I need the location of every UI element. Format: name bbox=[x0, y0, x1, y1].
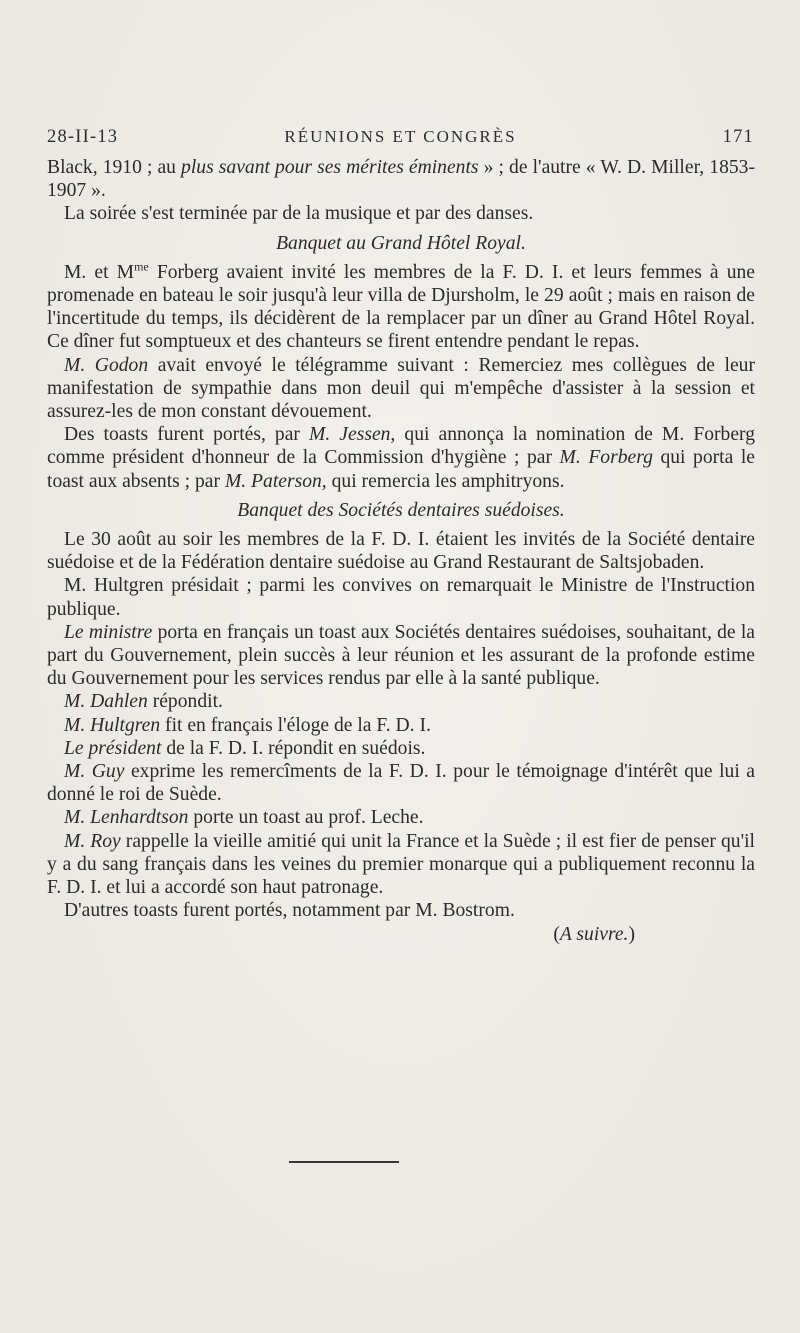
text-run: Des toasts furent portés, par bbox=[64, 424, 310, 446]
text-run: » ; de l'autre « W. D. Miller, 1853-1907 ». bbox=[47, 157, 755, 202]
italic-name: M. Godon bbox=[64, 354, 149, 376]
text-run: qui remercia les amphitryons. bbox=[326, 470, 565, 492]
section-title: RÉUNIONS ET CONGRÈS bbox=[284, 127, 517, 146]
section-heading-grand-hotel: Banquet au Grand Hôtel Royal. bbox=[276, 232, 526, 254]
italic-name: Le ministre bbox=[64, 621, 153, 643]
italic-name: M. Lenhardtson bbox=[64, 807, 189, 829]
superscript: me bbox=[134, 259, 149, 274]
text-run: porta en français un toast aux Sociétés dentaires suédoises, souhaitant, de la part du Gouvernement, plein succès à leur réunion et les assurant de la profonde estime du Gouvernement pour les services rendus par elle à la santé publique. bbox=[47, 621, 755, 690]
italic-name: Le président bbox=[64, 737, 162, 759]
text-run: qui porta le toast aux absents ; par bbox=[47, 447, 756, 492]
italic-name: M. Guy bbox=[64, 761, 125, 783]
section-heading-swedish-societies: Banquet des Sociétés dentaires suédoises. bbox=[237, 499, 565, 521]
text-run: Black, 1910 ; au bbox=[47, 157, 182, 178]
italic-name: M. Paterson, bbox=[224, 470, 327, 492]
text-run: fit en français l'éloge de la F. D. I. bbox=[160, 714, 431, 736]
italic-name: M. Dahlen bbox=[64, 691, 148, 713]
paragraph bbox=[47, 714, 755, 737]
paragraph bbox=[47, 690, 755, 713]
paragraph bbox=[47, 760, 755, 806]
italic-name: M. Roy bbox=[64, 830, 121, 852]
body-text bbox=[47, 156, 755, 946]
italic-quote: plus savant pour ses mérites éminents bbox=[181, 157, 479, 178]
text-run: répondit. bbox=[147, 691, 223, 713]
italic-note: A suivre. bbox=[559, 923, 629, 945]
paragraph-continuation bbox=[47, 156, 755, 202]
text-run: exprime les remercîments de la F. D. I. pour le témoignage d'intérêt que lui a donné le roi de Suède. bbox=[47, 761, 756, 806]
paragraph bbox=[47, 806, 755, 829]
paragraph bbox=[47, 354, 755, 424]
text-run: M. et M bbox=[64, 261, 135, 283]
text-run: rappelle la vieille amitié qui unit la France et la Suède ; il est fier de penser qu'il y a du sang français dans les veines du premier monarque qui a publiquement reconnu la F. D. I. et lui a accordé son haut patronage. bbox=[47, 830, 755, 899]
running-head bbox=[47, 127, 754, 151]
paren: ) bbox=[628, 923, 635, 945]
paragraph: La soirée s'est terminée par de la musique et par des danses. bbox=[64, 203, 534, 225]
text-run: de la F. D. I. répondit en suédois. bbox=[161, 737, 426, 759]
text-run: Forberg avaient invité les membres de la F. D. I. et leurs femmes à une promenade en bateau le soir jusqu'à leur villa de Djursholm, le 29 août ; mais en raison de l'incertitude du temps, ils décidèrent de la remplacer par un dîner au Grand Hôtel Royal. Ce dîner fut somptueux et des chanteurs se firent entendre pendant le repas. bbox=[47, 261, 755, 353]
page-number: 171 bbox=[722, 127, 754, 147]
paragraph bbox=[47, 423, 755, 493]
end-rule bbox=[289, 1161, 399, 1163]
to-be-continued bbox=[47, 923, 755, 946]
text-run: porte un toast au prof. Leche. bbox=[188, 807, 424, 829]
paragraph bbox=[47, 261, 755, 354]
paragraph bbox=[47, 830, 755, 900]
text-run: qui annonça la nomination de M. Forberg comme président d'honneur de la Commission d'hygiène ; par bbox=[47, 424, 755, 469]
italic-name: M. Hultgren bbox=[64, 714, 161, 736]
paren: ( bbox=[553, 923, 560, 945]
page-date: 28-II-13 bbox=[47, 127, 119, 147]
paragraph: Le 30 août au soir les membres de la F. D. I. étaient les invités de la Société dentaire suédoise et de la Fédération dentaire suédoise au Grand Restaurant de Saltsjobaden. bbox=[47, 529, 755, 574]
paragraph bbox=[47, 737, 755, 760]
paragraph: M. Hultgren présidait ; parmi les convives on remarquait le Ministre de l'Instruction publique. bbox=[47, 575, 755, 620]
text-run: avait envoyé le télégramme suivant : Remerciez mes collègues de leur manifestation de sympathie dans mon deuil qui m'empêche d'assister à la session et assurez-les de mon constant dévouement. bbox=[47, 354, 755, 423]
italic-name: M. Jessen, bbox=[309, 424, 396, 446]
italic-name: M. Forberg bbox=[559, 447, 653, 469]
paragraph bbox=[47, 621, 755, 691]
paragraph: D'autres toasts furent portés, notamment par M. Bostrom. bbox=[64, 900, 515, 922]
